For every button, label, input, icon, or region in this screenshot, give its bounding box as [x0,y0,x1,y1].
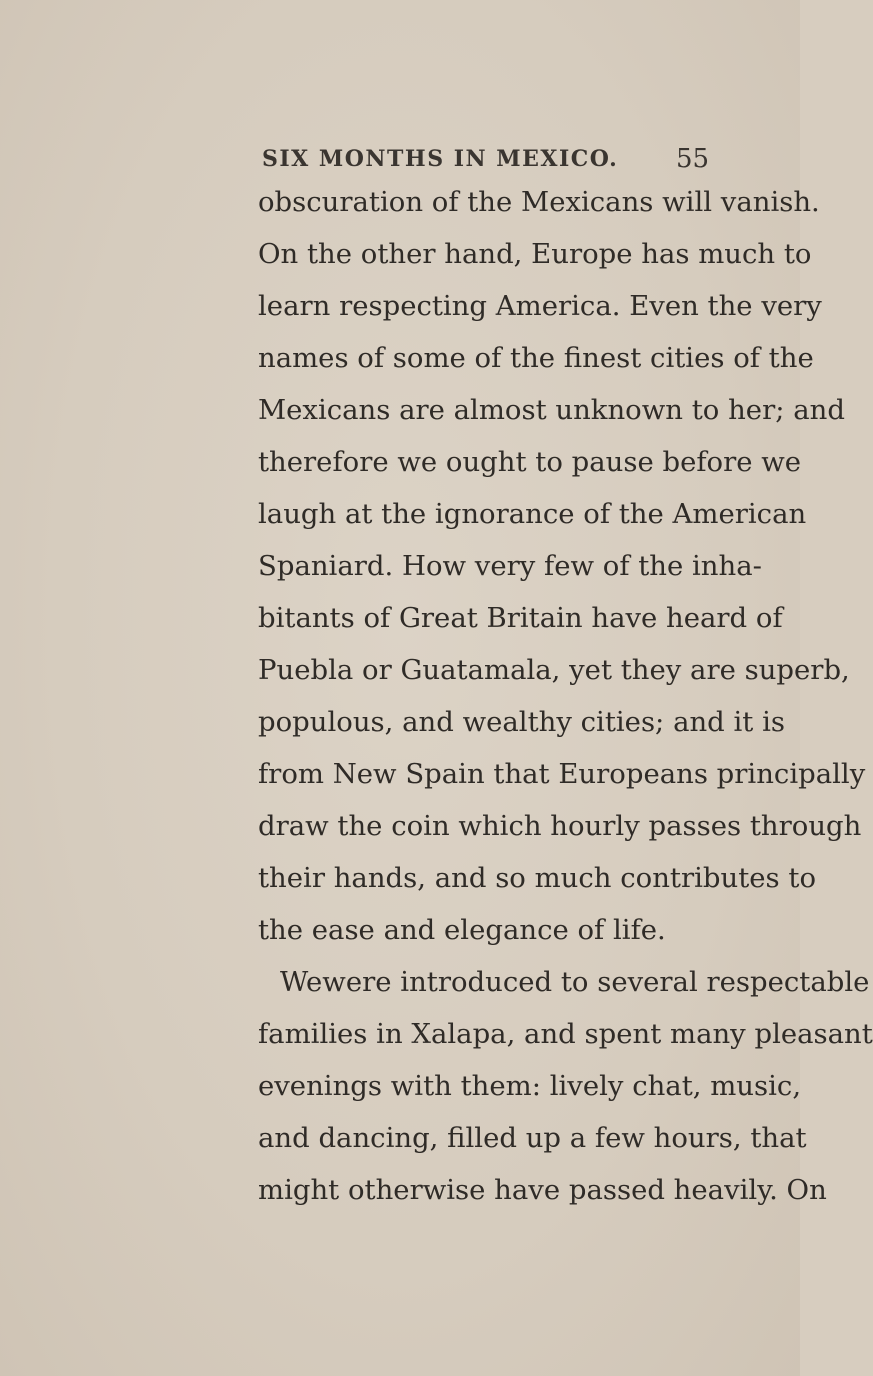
text-line: evenings with them: lively chat, music, [258,1070,802,1102]
text-line: learn respecting America. Even the very [258,290,822,322]
text-line: and dancing, filled up a few hours, that [258,1122,807,1154]
text-line: Mexicans are almost unknown to her; and [258,394,845,426]
text-line: names of some of the finest cities of the [258,342,814,374]
text-line: their hands, and so much contributes to [258,862,817,894]
text-line: bitants of Great Britain have heard of [258,602,783,634]
text-line: obscuration of the Mexicans will vanish. [258,186,820,218]
text-line: Wewere introduced to several respectable [280,966,870,998]
running-title: SIX MONTHS IN MEXICO. [262,146,619,172]
page-number: 55 [676,144,710,174]
text-line: might otherwise have passed heavily. On [258,1174,827,1206]
text-line: families in Xalapa, and spent many pleasant [258,1018,873,1050]
text-line: draw the coin which hourly passes through [258,810,862,842]
text-line: populous, and wealthy cities; and it is [258,706,786,738]
text-line: laugh at the ignorance of the American [258,498,807,530]
text-line: Spaniard. How very few of the inha- [258,550,762,582]
running-head [0,144,800,184]
text-line: therefore we ought to pause before we [258,446,802,478]
text-line: the ease and elegance of life. [258,914,666,946]
text-line: from New Spain that Europeans principally [258,758,866,790]
text-line: Puebla or Guatamala, yet they are superb, [258,654,850,686]
text-line: On the other hand, Europe has much to [258,238,812,270]
